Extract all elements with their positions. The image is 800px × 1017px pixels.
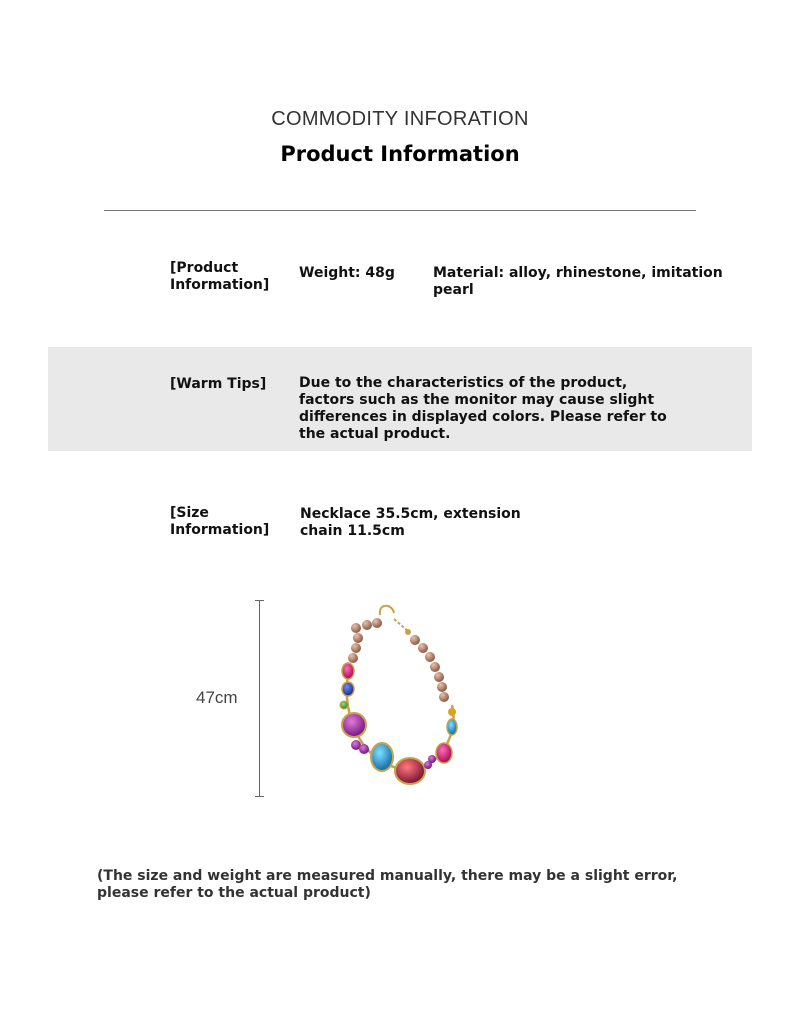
warm-tips-label: [Warm Tips] bbox=[170, 376, 267, 392]
necklace-image bbox=[320, 595, 480, 795]
product-info-label: [Product Information] bbox=[170, 260, 270, 293]
page-title: Product Information bbox=[280, 142, 520, 166]
dimension-line bbox=[259, 600, 260, 797]
footer-note: (The size and weight are measured manually, there may be a slight error, please refer to the actual product) bbox=[97, 868, 678, 901]
material-value: Material: alloy, rhinestone, imitation pearl bbox=[433, 265, 723, 298]
dimension-cap-bottom bbox=[255, 796, 264, 797]
size-info-label: [Size Information] bbox=[170, 505, 270, 538]
size-info-text: Necklace 35.5cm, extension chain 11.5cm bbox=[300, 506, 521, 539]
section-subtitle: COMMODITY INFORATION bbox=[271, 108, 529, 130]
dimension-cap-top bbox=[255, 600, 264, 601]
weight-value: Weight: 48g bbox=[299, 265, 395, 281]
dimension-label: 47cm bbox=[196, 688, 238, 707]
title-divider bbox=[104, 210, 696, 211]
warm-tips-text: Due to the characteristics of the product, factors such as the monitor may cause slight differences in displayed colors. Please refer to the actual product. bbox=[299, 375, 667, 442]
